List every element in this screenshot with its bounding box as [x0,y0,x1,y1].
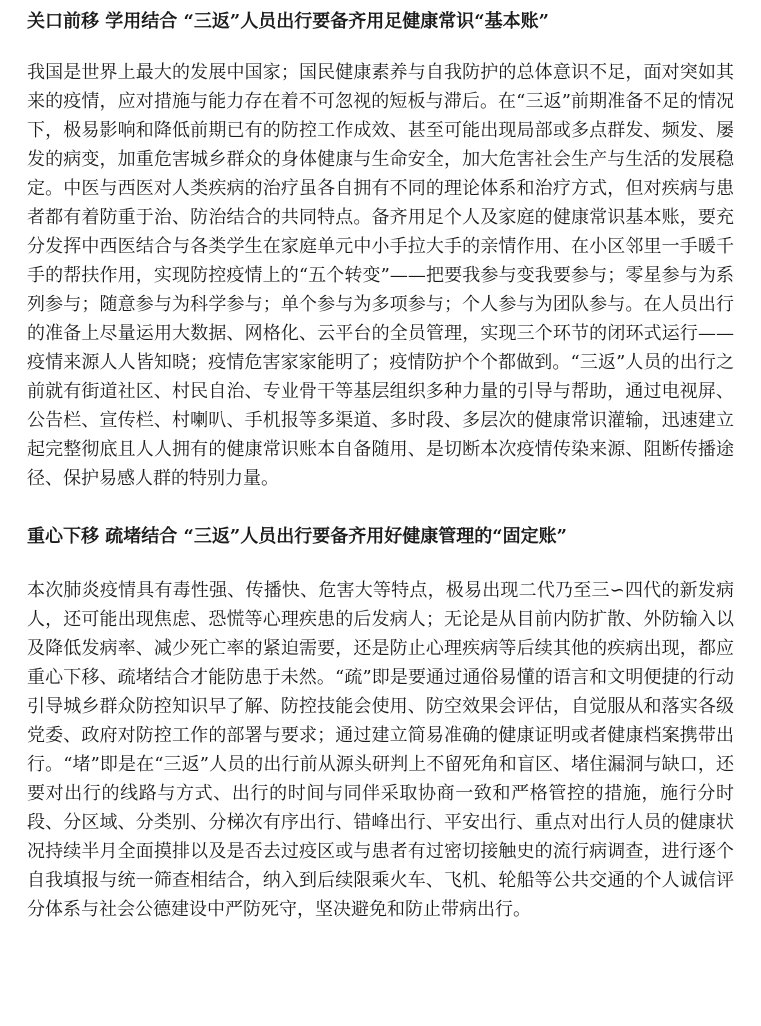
section-2-heading: 重心下移 疏堵结合 “三返”人员出行要备齐用好健康管理的“固定账” [27,526,567,547]
section-2-paragraph: 本次肺炎疫情具有毒性强、传播快、危害大等特点，极易出现二代乃至三∽四代的新发病人，还可能出现焦虑、恐慌等心理疾患的后发病人；无论是从目前内防扩散、外防输入以及降低发病率、减少死亡率的紧迫需要，还是防止心理疾病等后续其他的疾病出现，都应重心下移、疏堵结合才能防患于未然。“疏”即是要通过通俗易懂的语言和文明便捷的行动引导城乡群众防控知识早了解、防控技能会使用、防空效果会评估，自觉服从和落实各级党委、政府对防控工作的部署与要求；通过建立简易准确的健康证明或者健康档案携带出行。“堵”即是在“三返”人员的出行前从源头研判上不留死角和盲区、堵住漏洞与缺口，还要对出行的线路与方式、出行的时间与同伴采取协商一致和严格管控的措施，施行分时段、分区域、分类别、分梯次有序出行、错峰出行、平安出行、重点对出行人员的健康状况持续半月全面摸排以及是否去过疫区或与患者有过密切接触史的流行病调查，进行逐个自我填报与统一筛查相结合，纳入到后续限乘火车、飞机、轮船等公共交通的个人诚信评分体系与社会公德建设中严防死守，坚决避免和防止带病出行。 [27,580,734,920]
section-1-heading: 关口前移 学用结合 “三返”人员出行要备齐用足健康常识“基本账” [27,11,549,32]
section-1-paragraph: 我国是世界上最大的发展中国家；国民健康素养与自我防护的总体意识不足，面对突如其来的疫情，应对措施与能力存在着不可忽视的短板与滞后。在“三返”前期准备不足的情况下，极易影响和降低前期已有的防控工作成效、甚至可能出现局部或多点群发、频发、屡发的病变，加重危害城乡群众的身体健康与生命安全，加大危害社会生产与生活的发展稳定。中医与西医对人类疾病的治疗虽各自拥有不同的理论体系和治疗方式，但对疾病与患者都有着防重于治、防治结合的共同特点。备齐用足个人及家庭的健康常识基本账，要充分发挥中西医结合与各类学生在家庭单元中小手拉大手的亲情作用、在小区邻里一手暖千手的帮扶作用，实现防控疫情上的“五个转变”——把要我参与变我要参与；零星参与为系列参与；随意参与为科学参与；单个参与为多项参与；个人参与为团队参与。在人员出行的准备上尽量运用大数据、网格化、云平台的全员管理，实现三个环节的闭环式运行——疫情来源人人皆知晓；疫情危害家家能明了；疫情防护个个都做到。“三返”人员的出行之前就有街道社区、村民自治、专业骨干等基层组织多种力量的引导与帮助，通过电视屏、公告栏、宣传栏、村喇叭、手机报等多渠道、多时段、多层次的健康常识灌输，迅速建立起完整彻底且人人拥有的健康常识账本自备随用、是切断本次疫情传染来源、阻断传播途径、保护易感人群的特别力量。 [27,62,734,489]
